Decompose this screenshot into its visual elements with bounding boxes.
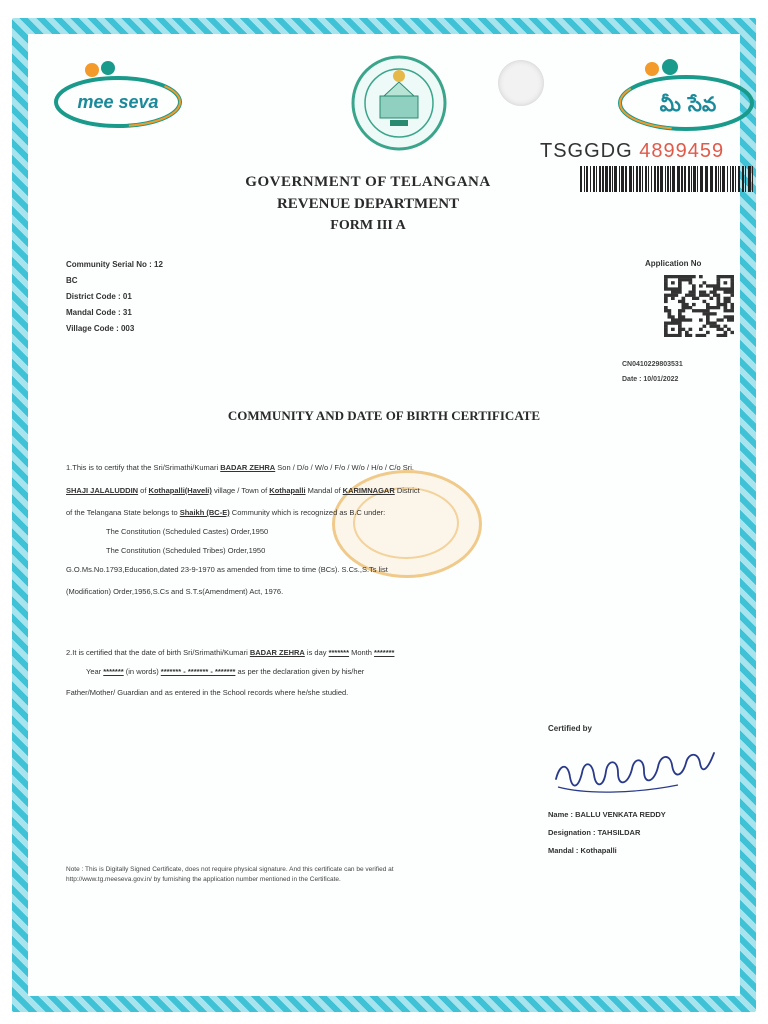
form-heading: FORM III A <box>330 218 406 233</box>
village-code: Village Code : 003 <box>66 324 135 333</box>
serial-number: 4899459 <box>639 140 725 162</box>
serial-prefix: TSGGDG <box>540 140 633 162</box>
para1-line5: The Constitution (Scheduled Tribes) Order,1950 <box>106 546 266 555</box>
town-name: Kothapalli <box>269 486 306 495</box>
village-name: Kothapalli(Haveli) <box>148 486 212 495</box>
community-name: Shaikh (BC-E) <box>179 508 230 517</box>
note-line2: http://www.tg.meeseva.gov.in/ by furnishing the application number mentioned in the Certificate. <box>66 876 341 883</box>
dob-words: ******* - ******* - ******* <box>160 667 236 676</box>
community-category: BC <box>66 276 78 285</box>
district-name: KARIMNAGAR <box>342 486 395 495</box>
mee-seva-telugu-logo-text: మీ సేవ <box>659 92 717 116</box>
mee-seva-logo-text: mee seva <box>77 92 159 112</box>
punch-hole <box>498 60 544 106</box>
department-heading: REVENUE DEPARTMENT <box>276 196 460 212</box>
para2-line3: Father/Mother/ Guardian and as entered in the School records where he/she studied. <box>66 688 349 697</box>
mandal-code: Mandal Code : 31 <box>66 308 132 317</box>
dob-day: ******* <box>328 648 350 657</box>
officer-name: Name : BALLU VENKATA REDDY <box>548 810 666 819</box>
mee-seva-telugu-logo <box>610 55 758 135</box>
qr-code <box>664 275 734 337</box>
digital-signature-note <box>66 865 686 885</box>
govt-heading: GOVERNMENT OF TELANGANA <box>245 174 491 190</box>
para1-line6: G.O.Ms.No.1793,Education,dated 23-9-1970 as amended from time to time (BCs). S.Cs.,S.Ts list <box>66 565 388 574</box>
para1-line7: (Modification) Order,1956,S.Cs and S.T.s(Amendment) Act, 1976. <box>66 587 284 596</box>
dob-year: ******* <box>103 667 124 676</box>
handwritten-signature <box>548 735 728 803</box>
para1-line4: The Constitution (Scheduled Castes) Order,1950 <box>106 527 269 536</box>
officer-mandal: Mandal : Kothapalli <box>548 846 617 855</box>
mee-seva-logo <box>52 58 192 130</box>
note-line1: Note : This is Digitally Signed Certificate, does not require physical signature. And this certificate can be verified at <box>66 866 394 873</box>
para1-line2: SHAJI JALALUDDIN of Kothapalli(Haveli) village / Town of Kothapalli Mandal of KARIMNAGAR District <box>66 486 420 495</box>
dob-holder-name: BADAR ZEHRA <box>249 648 305 657</box>
certificate-number: CN0410229803531 <box>622 361 683 368</box>
community-serial: Community Serial No : 12 <box>66 260 163 269</box>
para1-line3: of the Telangana State belongs to Shaikh (BC-E) Community which is recognized as B.C under: <box>66 508 386 517</box>
telangana-emblem <box>350 54 448 152</box>
holder-name: BADAR ZEHRA <box>220 463 276 472</box>
dob-month: ******* <box>374 648 395 657</box>
district-code: District Code : 01 <box>66 292 132 301</box>
certificate-date: Date : 10/01/2022 <box>622 376 679 383</box>
para1-line1: 1.This is to certify that the Sri/Srimathi/Kumari BADAR ZEHRA Son / D/o / W/o / F/o / W/o / H/o / C/o Sri. <box>66 463 415 472</box>
certificate-title: COMMUNITY AND DATE OF BIRTH CERTIFICATE <box>227 408 541 423</box>
father-name: SHAJI JALALUDDIN <box>66 486 139 495</box>
certificate-serial <box>540 140 724 163</box>
application-no-label: Application No <box>645 259 702 268</box>
para2-line2: Year ******* (in words) ******* - ******* - ******* as per the declaration given by his/her <box>86 667 365 676</box>
certified-by-label: Certified by <box>548 724 593 733</box>
officer-designation: Designation : TAHSILDAR <box>548 828 641 837</box>
para2-line1: 2.It is certified that the date of birth Sri/Srimathi/Kumari BADAR ZEHRA is day ******* Month ******* <box>66 648 395 657</box>
